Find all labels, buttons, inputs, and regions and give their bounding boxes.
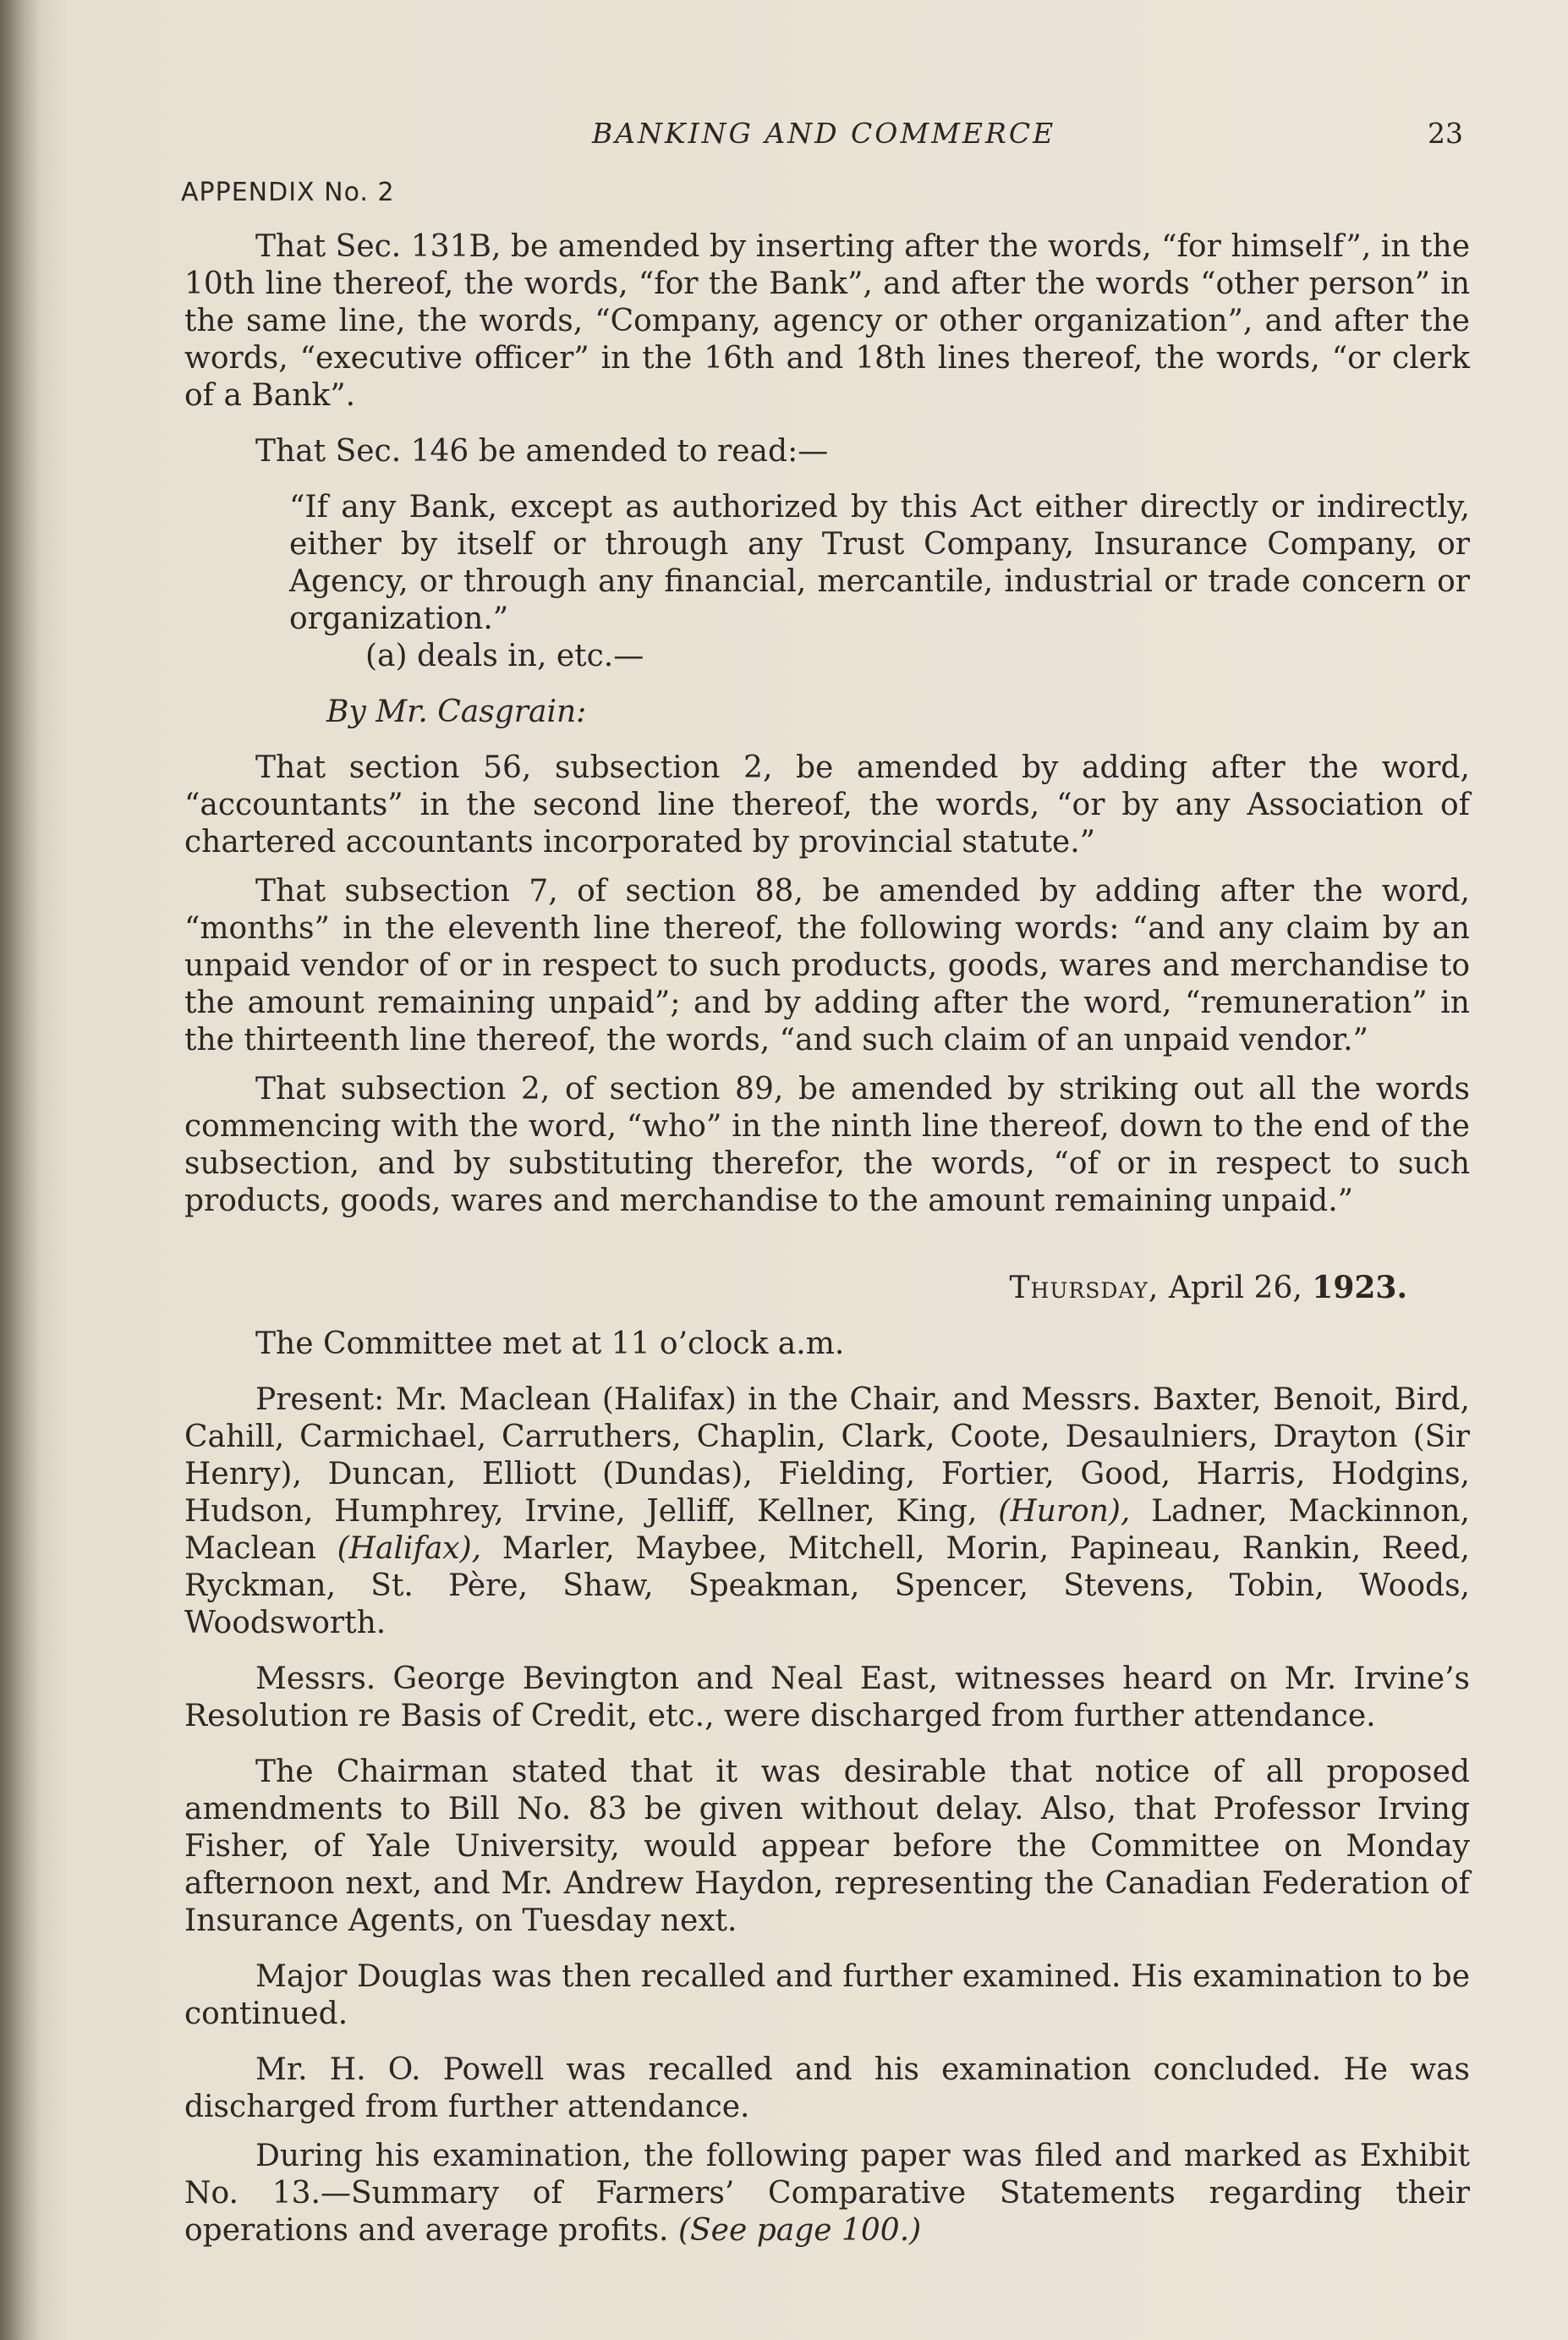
page-header xyxy=(0,117,1568,168)
paragraph: That subsection 2, of section 89, be amended by striking out all the words commencing with the word, “who” in the ninth line thereof, down to the end of the subsection, and by substituting therefor, the words, “of or in respect to such products, goods, wares and merchandise to the amount remaining unpaid.” xyxy=(184,1072,1470,1218)
exhibit-paragraph xyxy=(184,2138,1470,2249)
quoted-amendment: “If any Bank, except as authorized by this Act either directly or indirectly, either by itself or through any Trust Company, Insurance Company, or Agency, or through any financial, mercantile, industrial or trade concern or organization.” xyxy=(289,490,1470,636)
running-title: BANKING AND COMMERCE xyxy=(592,117,1056,150)
date-year: 1923. xyxy=(1312,1270,1407,1305)
paragraph: The Chairman stated that it was desirable that notice of all proposed amendments to Bill No. 83 be given without delay. Also, that Professor Irving Fisher, of Yale University, would appear before the Committee on Monday afternoon next, and Mr. Andrew Haydon, representing the Canadian Federation of Insurance Agents, on Tuesday next. xyxy=(184,1755,1470,1938)
attendance-text: Ladner, Mackinnon, Maclean xyxy=(184,1494,1470,1566)
paragraph: The Committee met at 11 o’clock a.m. xyxy=(255,1327,845,1361)
page-number: 23 xyxy=(1428,117,1463,150)
constituency-halifax: (Halifax), xyxy=(337,1531,482,1566)
sitting-date xyxy=(184,1269,1470,1307)
paragraph: Mr. H. O. Powell was recalled and his examination concluded. He was discharged from further attendance. xyxy=(184,2052,1470,2124)
attendance-paragraph xyxy=(184,1381,1470,1642)
document-body xyxy=(184,228,1470,2249)
page-reference: (See page 100.) xyxy=(677,2213,922,2248)
paragraph: Messrs. George Bevington and Neal East, witnesses heard on Mr. Irvine’s Resolution re Basis of Credit, etc., were discharged from further attendance. xyxy=(184,1662,1470,1733)
constituency-huron: (Huron), xyxy=(998,1494,1131,1529)
appendix-label: APPENDIX No. 2 xyxy=(181,178,395,207)
paragraph: That subsection 7, of section 88, be amended by adding after the word, “months” in the eleventh line thereof, the following words: “and any claim by an unpaid vendor of or in respect to such products, goods, wares and merchandise to the amount remaining unpaid”; and by adding after the word, “remuneration” in the thirteenth line thereof, the words, “and such claim of an unpaid vendor.” xyxy=(184,874,1470,1057)
date-month-day: April 26, xyxy=(1168,1271,1302,1305)
date-day: Thursday, xyxy=(1009,1271,1160,1305)
quoted-subclause: (a) deals in, etc.— xyxy=(365,639,644,673)
mover-heading: By Mr. Casgrain: xyxy=(326,695,587,729)
paragraph: That section 56, subsection 2, be amended by adding after the word, “accountants” in the second line thereof, the words, “or by any Association of chartered accountants incorporated by provincial statute.” xyxy=(184,750,1470,860)
paragraph: That Sec. 131B, be amended by inserting after the words, “for himself”, in the 10th line thereof, the words, “for the Bank”, and after the words “other person” in the same line, the words, “Company, agency or other organization”, and after the words, “executive officer” in the 16th and 18th lines thereof, the words, “or clerk of a Bank”. xyxy=(184,229,1470,413)
exhibit-text: During his examination, the following paper was filed and marked as Exhibit No. 13.—Summary of Farmers’ Comparative Statements regarding their operations and average profits. xyxy=(184,2139,1470,2248)
attendance-text: Present: Mr. Maclean (Halifax) in the Chair, and Messrs. Baxter, Benoit, Bird, Cahill, Carmichael, Carruthers, Chaplin, Clark, Coote, Desaulniers, Drayton (Sir Henry), Duncan, Elliott (Dundas), Fielding, Fortier, Good, Harris, Hodgins, Hudson, Humphrey, Irvine, Jelliff, Kellner, King, xyxy=(184,1382,1470,1529)
attendance-text: Marler, Maybee, Mitchell, Morin, Papineau, Rankin, Reed, Ryckman, St. Père, Shaw, Speakman, Spencer, Stevens, Tobin, Woods, Woodsworth. xyxy=(184,1531,1470,1640)
paragraph: That Sec. 146 be amended to read:— xyxy=(255,434,829,469)
paragraph: Major Douglas was then recalled and further examined. His examination to be continued. xyxy=(184,1959,1470,2031)
